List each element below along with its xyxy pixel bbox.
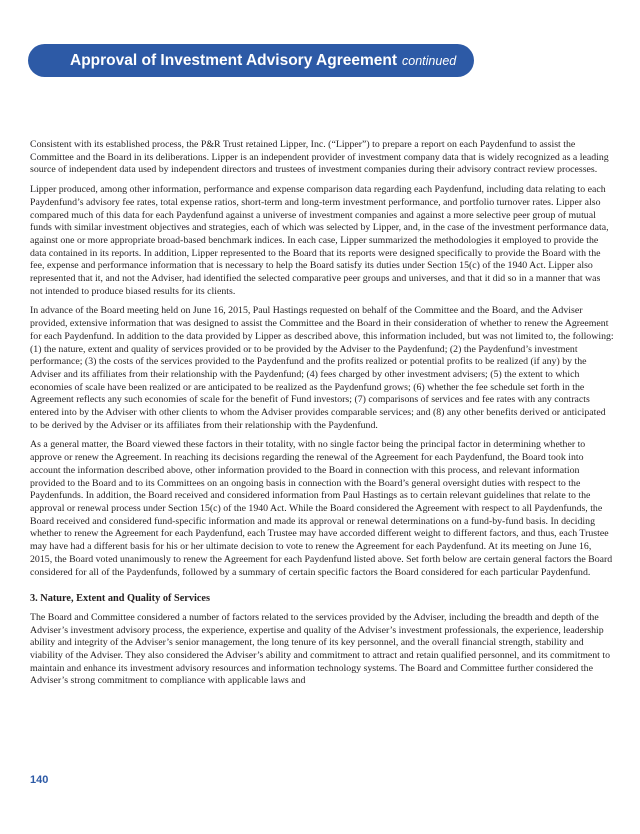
page-title: Approval of Investment Advisory Agreement	[70, 51, 398, 69]
title-suffix: continued	[402, 53, 457, 68]
document-body	[30, 139, 614, 695]
paragraph-board-factors: As a general matter, the Board viewed these factors in their totality, with no single factor being the principal factor in determining whether to approve or renew the Agreement. In reaching its decisions regarding the renewal of the Agreement for each Paydenfund, the Board took into account the information described above, other information provided to the Board in connection with this process, and relevant information provided to the Board and to its Committees on an ongoing basis in connection with the Board’s general oversight duties with respect to the Paydenfunds. In addition, the Board received and considered information from Paul Hastings as to certain relevant guidelines that relate to the approval or renewal process under Section 15(c) of the 1940 Act. While the Board considered the Agreement with respect to all Paydenfunds, the Board received and considered fund-specific information and made its approval or renewal determinations on a fund-by-fund basis. In deciding whether to renew the Agreement for each Paydenfund, each Trustee may have accorded different weight to different factors, and thus, each Trustee may have had a different basis for his or her ultimate decision to vote to renew the Agreement for each Paydenfund. At its meeting on June 16, 2015, the Board voted unanimously to renew the Agreement for each Paydenfund listed above. Set forth below are certain general factors the Board considered for all of the Paydenfunds, followed by a summary of certain specific factors the Board considered for each particular Paydenfund.	[30, 439, 613, 578]
page-number: 140	[30, 774, 49, 786]
section-heading: 3. Nature, Extent and Quality of Services	[30, 593, 210, 605]
paragraph-services: The Board and Committee considered a number of factors related to the services provided by the Adviser, including the breadth and depth of the Adviser’s investment advisory process, the experience, expertise and quality of the Adviser’s investment professionals, the experience, leadership ability and integrity of the Adviser’s senior management, the long tenure of its key personnel, and the overall financial strength, stability and viability of the Adviser. They also considered the Adviser’s ability and commitment to attract and retain qualified personnel, and its commitment to maintain and enhance its investment advisory resources and information technology systems. The Board and Committee further considered the Adviser’s strong commitment to compliance with applicable laws and	[30, 611, 611, 687]
header-banner	[28, 44, 474, 77]
paragraph-lipper-retention: Consistent with its established process, the P&R Trust retained Lipper, Inc. (“Lipper”) to prepare a report on each Paydenfund to assist the Committee and the Board in its deliberations. Lipper is an independent provider of investment company data that is widely recognized as a leading source of independent data used by independent directors and trustees of investment companies during their advisory contract review processes.	[30, 139, 609, 176]
paragraph-lipper-data: Lipper produced, among other information, performance and expense comparison data regarding each Paydenfund, including data relating to each Paydenfund’s advisory fee rates, total expense ratios, short-term and long-term investment performance, and portfolio turnover rates. Lipper also compared much of this data for each Paydenfund against a universe of investment companies and against a more selective peer group of mutual funds with similar investment objectives and strategies, each of which was selected by Lipper, and, in the case of the investment performance data, against one or more appropriate broad-based benchmark indices. In each case, Lipper summarized the methodologies it employed to provide the data contained in its reports. In addition, Lipper represented to the Board that its reports were designed specifically to provide the Board with the fee, expense and performance information that is necessary to help the Board satisfy its duties under Section 15(c) of the 1940 Act. Lipper also represented that it, and not the Adviser, had identified the selected comparative peer groups and universes, and that it did so in a manner that was not intended to produce biased results for its clients.	[30, 184, 609, 297]
paragraph-board-meeting: In advance of the Board meeting held on June 16, 2015, Paul Hastings requested on behalf of the Committee and the Board, and the Adviser provided, extensive information that was designed to assist the Committee and the Board in their consideration of whether to renew the Agreement for each Paydenfund. In addition to the data provided by Lipper as described above, this information included, but was not limited to, the following: (1) the nature, extent and quality of services provided or to be provided by the Adviser to the Paydenfund; (2) the Paydenfund’s investment performance; (3) the costs of the services provided to the Paydenfund and the profits realized or potential profits to be realized (if any) by the Adviser and its affiliates from their relationship with the Paydenfund; (4) fees charged by other investment advisers; (5) the extent to which economies of scale have been realized or are anticipated to be realized as the Paydenfund grows; (6) whether the fee schedule set forth in the Agreement reflects any such economies of scale for the benefit of Fund investors; (7) comparisons of services and fee rates with any contracts entered into by the Adviser with other clients to whom the Adviser provides comparable services; and (8) any other benefits derived or anticipated to be derived by the Adviser or its affiliates from their relationship with the Paydenfund.	[30, 305, 614, 431]
